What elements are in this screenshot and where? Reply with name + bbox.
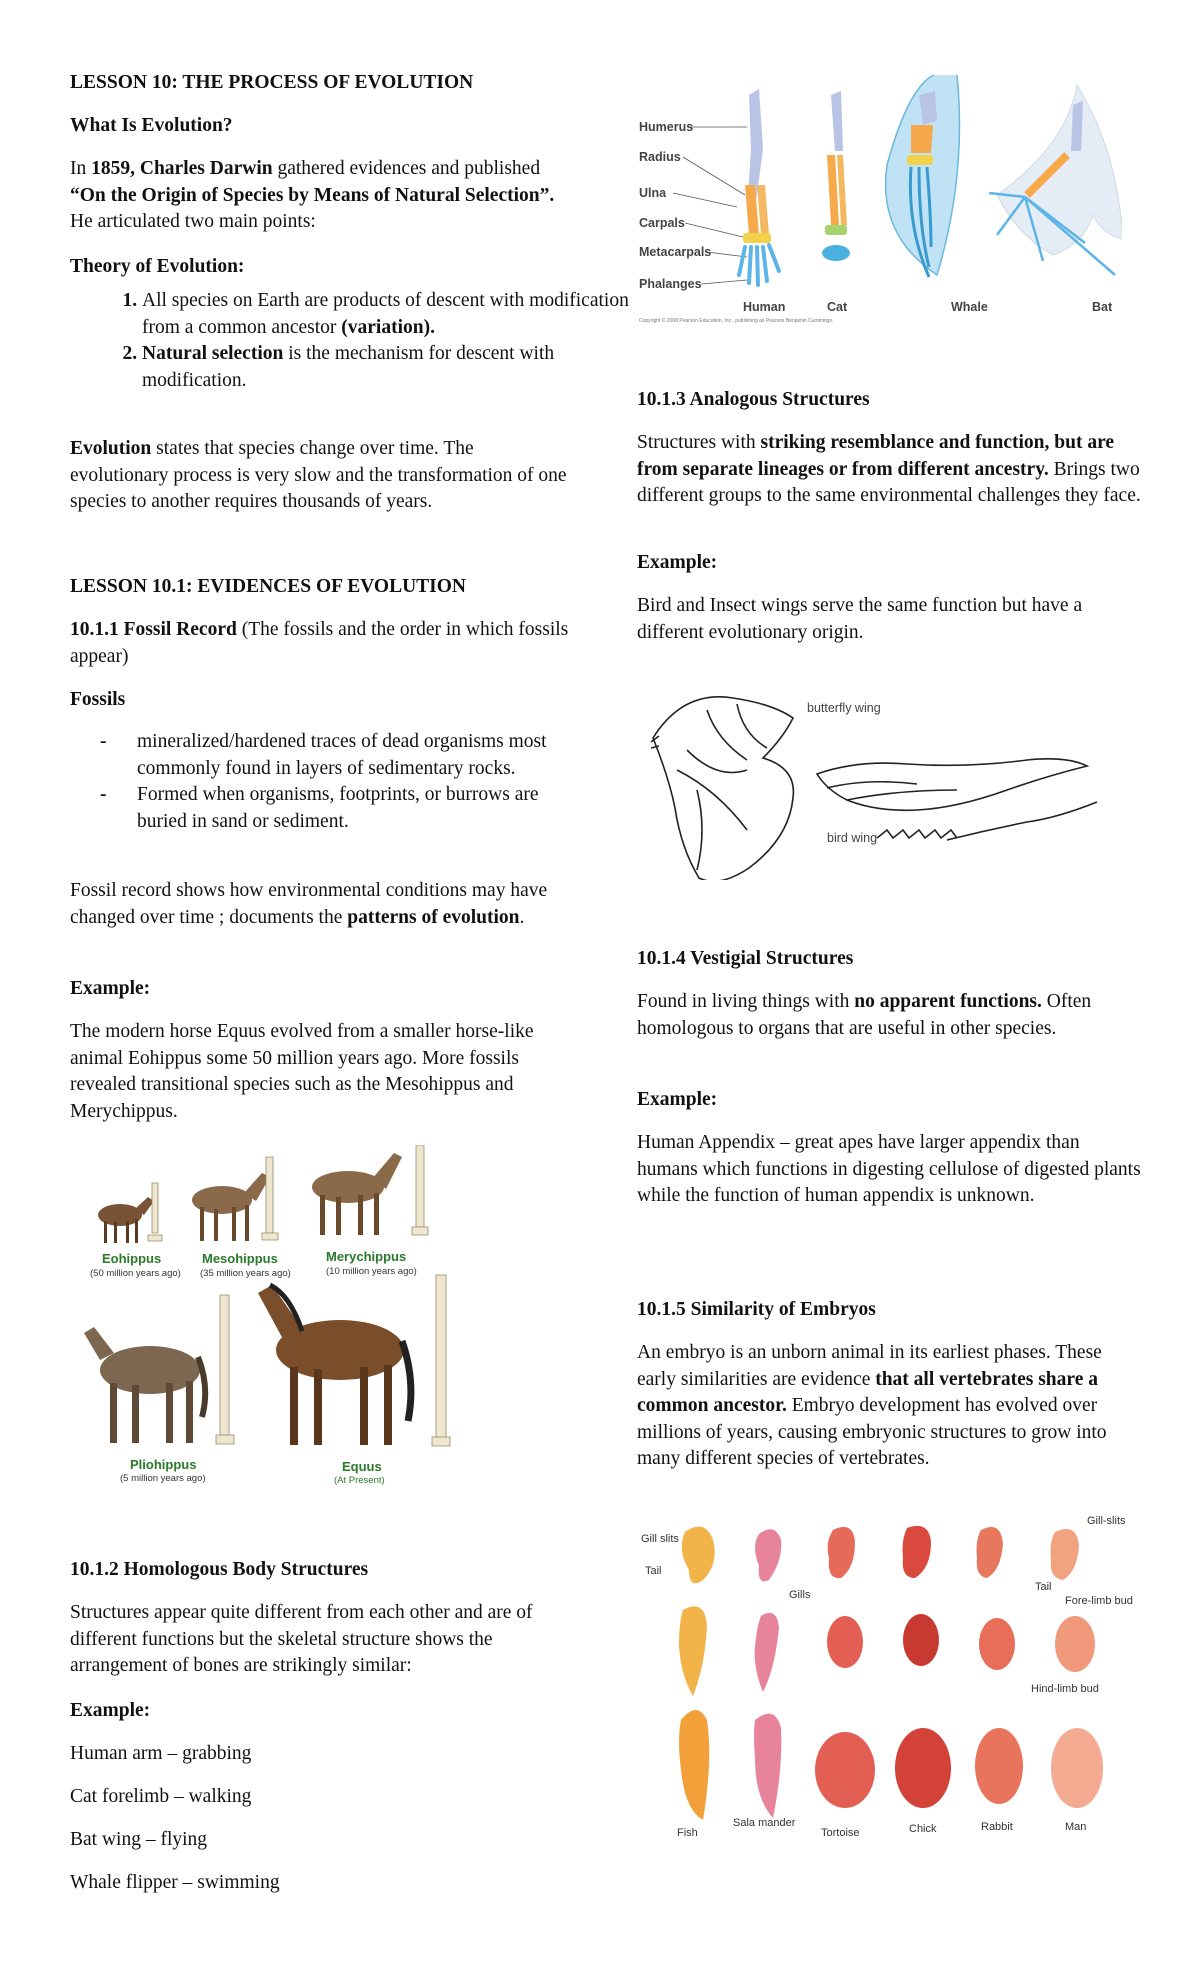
- tortoise-label: Tortoise: [821, 1827, 860, 1839]
- lesson-10-title: LESSON 10: THE PROCESS OF EVOLUTION: [70, 72, 474, 93]
- fossil-bullet: - Formed when organisms, footprints, or burrows are buried in sand or sediment.: [70, 782, 570, 835]
- bat-wing-bones: [989, 85, 1122, 275]
- pliohippus-age: (5 million years ago): [120, 1473, 206, 1484]
- vestigial-heading: 10.1.4 Vestigial Structures: [637, 948, 854, 969]
- what-is-evolution-heading: What Is Evolution?: [70, 115, 233, 136]
- tail-label-2: Tail: [1035, 1581, 1052, 1593]
- mesohippus-label: Mesohippus: [202, 1251, 278, 1266]
- theory-list: [70, 288, 642, 394]
- analogous-heading: 10.1.3 Analogous Structures: [637, 389, 870, 410]
- rabbit-label: Rabbit: [981, 1821, 1013, 1833]
- theory-heading: Theory of Evolution:: [70, 256, 245, 277]
- whale-label: Whale: [951, 300, 988, 314]
- mesohippus-illustration: [192, 1157, 278, 1241]
- butterfly-wing-illustration: [651, 697, 793, 880]
- eohippus-illustration: [98, 1183, 162, 1243]
- vestigial-paragraph: Found in living things with no apparent functions. Often homologous to organs that are useful in other species.: [637, 991, 1092, 1039]
- analogous-paragraph: Structures with striking resemblance and function, but are from separate lineages or from different ancestry. Brings two different groups to the same environmental challenges they face.: [637, 432, 1141, 506]
- whale-flipper-bones: [886, 75, 960, 277]
- bird-wing-illustration: [817, 759, 1097, 840]
- merychippus-illustration: [312, 1145, 428, 1235]
- fore-limb-bud-label: Fore-limb bud: [1065, 1595, 1133, 1607]
- phalanges-label: Phalanges: [639, 277, 702, 291]
- homologous-heading: 10.1.2 Homologous Body Structures: [70, 1559, 369, 1580]
- hind-limb-bud-label: Hind-limb bud: [1031, 1683, 1099, 1695]
- example-label: Example:: [70, 978, 151, 999]
- vestigial-example-label: Example:: [637, 1089, 718, 1110]
- evolution-definition: Evolution states that species change over time. The evolutionary process is very slow and the transformation of one species to another requires thousands of years.: [70, 438, 567, 512]
- eohippus-age: (50 million years ago): [90, 1268, 181, 1279]
- gills-label: Gills: [789, 1589, 811, 1601]
- equus-label: Equus: [342, 1459, 382, 1474]
- embryo-paragraph: An embryo is an unborn animal in its earliest phases. These early similarities are evidence that all vertebrates share a common ancestor. Embryo development has evolved over millions of years, causing embryonic structures to grow into many different species of vertebrates.: [637, 1342, 1107, 1469]
- fossil-bullets: [70, 729, 570, 835]
- intro-paragraph: In 1859, Charles Darwin gathered evidences and published “On the Origin of Species by Means of Natural Selection”. He articulated two main points:: [70, 158, 555, 232]
- example-human-arm: Human arm – grabbing: [70, 1743, 252, 1764]
- embryo-row-early: [682, 1526, 1079, 1583]
- eohippus-label: Eohippus: [102, 1251, 162, 1266]
- theory-point-2: 2. Natural selection is the mechanism for descent with modification.: [142, 341, 642, 394]
- merychippus-age: (10 million years ago): [326, 1266, 417, 1277]
- radius-label: Radius: [639, 150, 681, 164]
- equus-illustration: [258, 1275, 450, 1446]
- cat-label: Cat: [827, 300, 848, 314]
- human-label: Human: [743, 300, 786, 314]
- merychippus-label: Merychippus: [326, 1249, 407, 1264]
- bird-wing-label: bird wing: [827, 831, 878, 845]
- fossil-record-paragraph: Fossil record shows how environmental conditions may have changed over time ; documents the patterns of evolution.: [70, 880, 548, 928]
- bat-label: Bat: [1092, 300, 1113, 314]
- bone-leader-lines: [673, 127, 747, 284]
- equus-age: (At Present): [334, 1475, 385, 1486]
- fossils-heading: Fossils: [70, 689, 126, 710]
- fossil-bullet: - mineralized/hardened traces of dead organisms most commonly found in layers of sedimentary rocks.: [70, 729, 570, 782]
- gill-slits-label: Gill slits: [641, 1533, 679, 1545]
- human-arm-bones: [739, 89, 779, 285]
- embryo-heading: 10.1.5 Similarity of Embryos: [637, 1299, 876, 1320]
- butterfly-wing-label: butterfly wing: [807, 701, 881, 715]
- mesohippus-age: (35 million years ago): [200, 1268, 291, 1279]
- pliohippus-label: Pliohippus: [130, 1457, 197, 1472]
- fossil-record-heading: 10.1.1 Fossil Record (The fossils and the order in which fossils appear): [70, 619, 569, 667]
- theory-point-1: 1. All species on Earth are products of descent with modification from a common ancestor (variation).: [142, 288, 642, 341]
- analogous-example: Bird and Insect wings serve the same function but have a different evolutionary origin.: [637, 595, 1083, 643]
- figure-copyright: Copyright © 2008 Pearson Education, Inc., publishing as Pearson Benjamin Cummings.: [639, 318, 834, 324]
- carpals-label: Carpals: [639, 216, 685, 230]
- example-cat-forelimb: Cat forelimb – walking: [70, 1786, 252, 1807]
- man-label: Man: [1065, 1821, 1087, 1833]
- wings-figure: [647, 690, 1117, 880]
- embryo-row-late: [679, 1710, 1103, 1820]
- example-whale-flipper: Whale flipper – swimming: [70, 1872, 280, 1893]
- tail-label: Tail: [645, 1565, 662, 1577]
- example-bat-wing: Bat wing – flying: [70, 1829, 208, 1850]
- homologous-limbs-figure: [637, 75, 1122, 325]
- embryo-figure: [637, 1510, 1142, 1840]
- horse-example: The modern horse Equus evolved from a smaller horse-like animal Eohippus some 50 million years ago. More fossils revealed transitional species such as the Mesohippus and Merychippus.: [70, 1021, 534, 1122]
- ulna-label: Ulna: [639, 186, 667, 200]
- pliohippus-illustration: [84, 1295, 234, 1444]
- metacarpals-label: Metacarpals: [639, 245, 712, 259]
- humerus-label: Humerus: [639, 120, 694, 134]
- salamander-label: Sala mander: [733, 1817, 796, 1829]
- vestigial-example: Human Appendix – great apes have larger appendix than humans which functions in digesting cellulose of digested plants while the function of human appendix is unknown.: [637, 1132, 1141, 1206]
- gill-slits-label-2: Gill-slits: [1087, 1515, 1126, 1527]
- analogous-example-label: Example:: [637, 552, 718, 573]
- homologous-example-label: Example:: [70, 1700, 151, 1721]
- homologous-paragraph: Structures appear quite different from each other and are of different functions but the skeletal structure shows the arrangement of bones are strikingly similar:: [70, 1602, 533, 1676]
- chick-label: Chick: [909, 1823, 937, 1835]
- cat-forelimb-bones: [822, 91, 850, 261]
- lesson-10-1-title: LESSON 10.1: EVIDENCES OF EVOLUTION: [70, 576, 467, 597]
- fish-label: Fish: [677, 1827, 698, 1839]
- horse-evolution-figure: [80, 1145, 490, 1490]
